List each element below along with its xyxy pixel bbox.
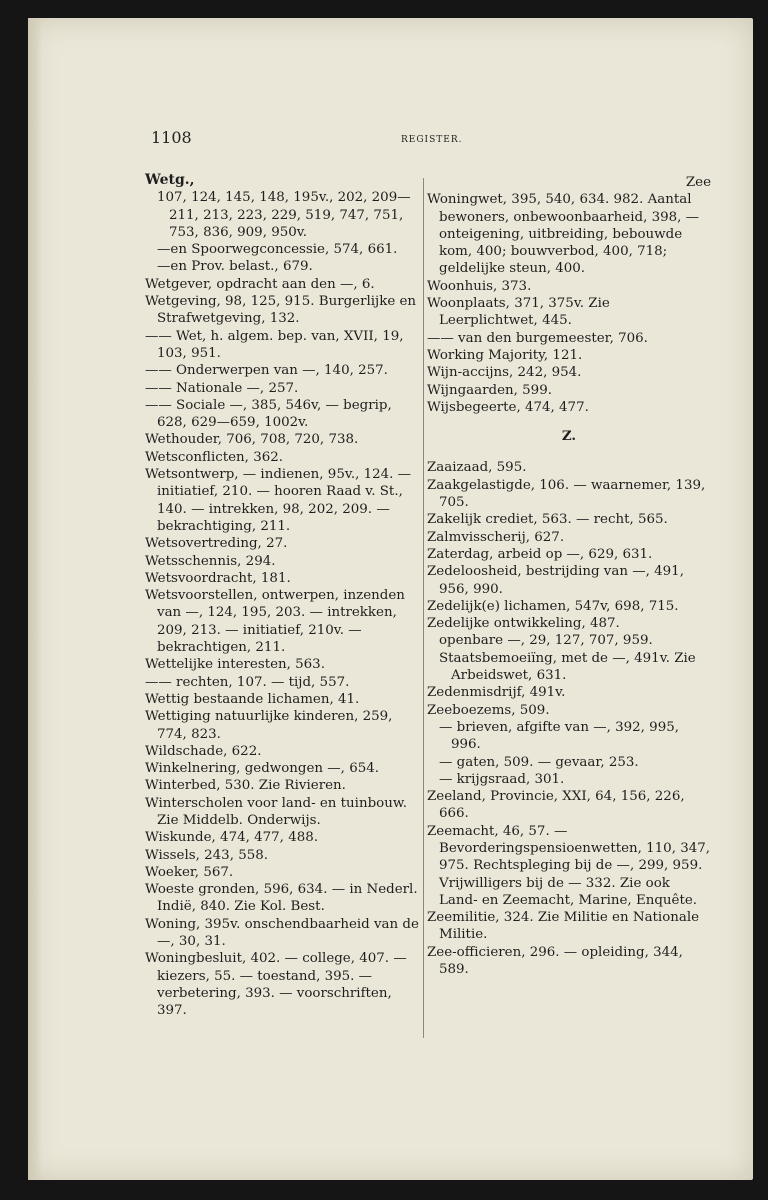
index-entry: Working Majority, 121.: [427, 347, 583, 363]
index-entry: Wetsschennis, 294.: [145, 553, 276, 569]
index-entry: Wettiging natuurlijke kinderen, 259, 774, 823.: [145, 709, 393, 742]
index-entry: Wethouder, 706, 708, 720, 738.: [145, 432, 359, 448]
index-entry: Wettelijke interesten, 563.: [145, 657, 325, 673]
index-entry: Staatsbemoeiïng, met de —, 491v. Zie Arbeidswet, 631.: [439, 650, 696, 684]
index-entry: Zeemacht, 46, 57. — Bevorderingspensioenwetten, 110, 347, 975. Rechtspleging bij de —, 299, 959. Vrijwilligers bij de — 332. Zie ook Land- en Zeemacht, Marine, Enquête.: [427, 823, 711, 908]
index-entry: Woningbesluit, 402. — college, 407. — kiezers, 55. — toestand, 395. — verbetering, 393. — voorschriften, 397.: [145, 951, 407, 1019]
index-entry: Zakelijk crediet, 563. — recht, 565.: [427, 512, 668, 528]
index-entry: Zeeboezems, 509.: [427, 702, 550, 718]
index-entry: Woningwet, 395, 540, 634. 982. Aantal bewoners, onbewoonbaarheid, 398, — onteigening, uitbreiding, bebouwde kom, 400; bouwverbod, 400, 718; geldelijke steun, 400.: [427, 192, 700, 277]
index-entry: Wiskunde, 474, 477, 488.: [145, 830, 319, 846]
index-entry: Wetgeving, 98, 125, 915. Burgerlijke en Strafwetgeving, 132.: [145, 294, 417, 327]
left-column: [145, 172, 420, 1020]
index-entry: Wetsovertreding, 27.: [145, 536, 288, 552]
index-entry: Wildschade, 622.: [145, 743, 262, 759]
index-entry: Wetsvoorstellen, ontwerpen, inzenden van —, 124, 195, 203. — intrekken, 209, 213. — initiatief, 210v. — bekrachtigen, 211.: [145, 588, 405, 656]
index-entry: Winterscholen voor land- en tuinbouw. Zie Middelb. Onderwijs.: [145, 795, 407, 828]
index-entry: — brieven, afgifte van —, 392, 995, 996.: [439, 719, 679, 753]
index-entry: Winterbed, 530. Zie Rivieren.: [145, 778, 346, 794]
index-entry: 107, 124, 145, 148, 195v., 202, 209—211, 213, 223, 229, 519, 747, 751, 753, 836, 909, 950v.: [157, 190, 411, 240]
page-number: 1108: [151, 128, 192, 147]
index-entry: Woning, 395v. onschendbaarheid van de —, 30, 31.: [145, 916, 419, 950]
index-entry: Zeemilitie, 324. Zie Militie en Nationale Militie.: [427, 910, 700, 943]
index-entry: —— Nationale —, 257.: [145, 380, 299, 396]
index-entry: Zedelijk(e) lichamen, 547v, 698, 715.: [427, 598, 679, 614]
index-entry: Wetsontwerp, — indienen, 95v., 124. — initiatief, 210. — hooren Raad v. St., 140. — intrekken, 98, 202, 209. — bekrachtiging, 211.: [145, 467, 412, 534]
index-entry: Wijn-accijns, 242, 954.: [427, 365, 582, 381]
index-entry: Wetgever, opdracht aan den —, 6.: [145, 276, 375, 292]
page-gutter-shadow: [28, 18, 42, 1180]
index-entry: Zedelijke ontwikkeling, 487.: [427, 616, 620, 632]
index-entry: —en Prov. belast., 679.: [157, 259, 313, 275]
index-entry: —en Spoorwegconcessie, 574, 661.: [157, 242, 398, 258]
index-entry: openbare —, 29, 127, 707, 959.: [439, 633, 653, 649]
index-entry: Wetsvoordracht, 181.: [145, 570, 291, 586]
index-entry: —— van den burgemeester, 706.: [427, 330, 648, 346]
index-entry: Woeste gronden, 596, 634. — in Nederl. Indië, 840. Zie Kol. Best.: [145, 882, 418, 915]
index-entry: —— Sociale —, 385, 546v, — begrip, 628, 629—659, 1002v.: [145, 397, 392, 431]
section-letter: Z.: [561, 428, 577, 445]
right-column: [427, 172, 711, 978]
right-entry-list-w: [427, 191, 711, 416]
right-entry-list-z: [427, 459, 711, 978]
index-entry: —— Onderwerpen van —, 140, 257.: [145, 363, 388, 379]
index-entry: Wissels, 243, 558.: [145, 847, 269, 863]
index-entry: Zee-officieren, 296. — opleiding, 344, 589.: [427, 944, 683, 978]
index-entry: — krijgsraad, 301.: [439, 771, 565, 787]
index-entry: Wijsbegeerte, 474, 477.: [427, 399, 589, 415]
left-entry-list: [145, 189, 420, 1019]
head-word: Wetg.,: [145, 172, 195, 188]
index-entry: Zalmvisscherij, 627.: [427, 529, 565, 545]
index-entry: Zaakgelastigde, 106. — waarnemer, 139, 705.: [427, 477, 706, 511]
index-entry: Zeeland, Provincie, XXI, 64, 156, 226, 666.: [427, 789, 685, 822]
index-entry: — gaten, 509. — gevaar, 253.: [439, 754, 639, 770]
index-entry: Zaterdag, arbeid op —, 629, 631.: [427, 546, 653, 562]
index-entry: Wijngaarden, 599.: [427, 382, 552, 398]
index-entry: Winkelnering, gedwongen —, 654.: [145, 761, 380, 777]
index-entry: —— Wet, h. algem. bep. van, XVII, 19, 103, 951.: [145, 328, 404, 361]
index-entry: —— rechten, 107. — tijd, 557.: [145, 674, 350, 690]
page-header: [151, 128, 711, 152]
index-entry: Zaaizaad, 595.: [427, 460, 527, 476]
index-entry: Zedeloosheid, bestrijding van —, 491, 956, 990.: [427, 564, 684, 597]
catchword: Zee: [685, 175, 711, 190]
index-entry: Wetsconflicten, 362.: [145, 449, 284, 465]
index-entry: Woeker, 567.: [145, 864, 234, 880]
index-entry: Wettig bestaande lichamen, 41.: [145, 691, 360, 707]
index-entry: Woonhuis, 373.: [427, 278, 532, 294]
index-entry: Zedenmisdrijf, 491v.: [427, 685, 566, 701]
running-head: REGISTER.: [401, 135, 463, 145]
index-entry: Woonplaats, 371, 375v. Zie Leerplichtwet, 445.: [427, 296, 610, 329]
column-divider: [423, 178, 424, 1038]
